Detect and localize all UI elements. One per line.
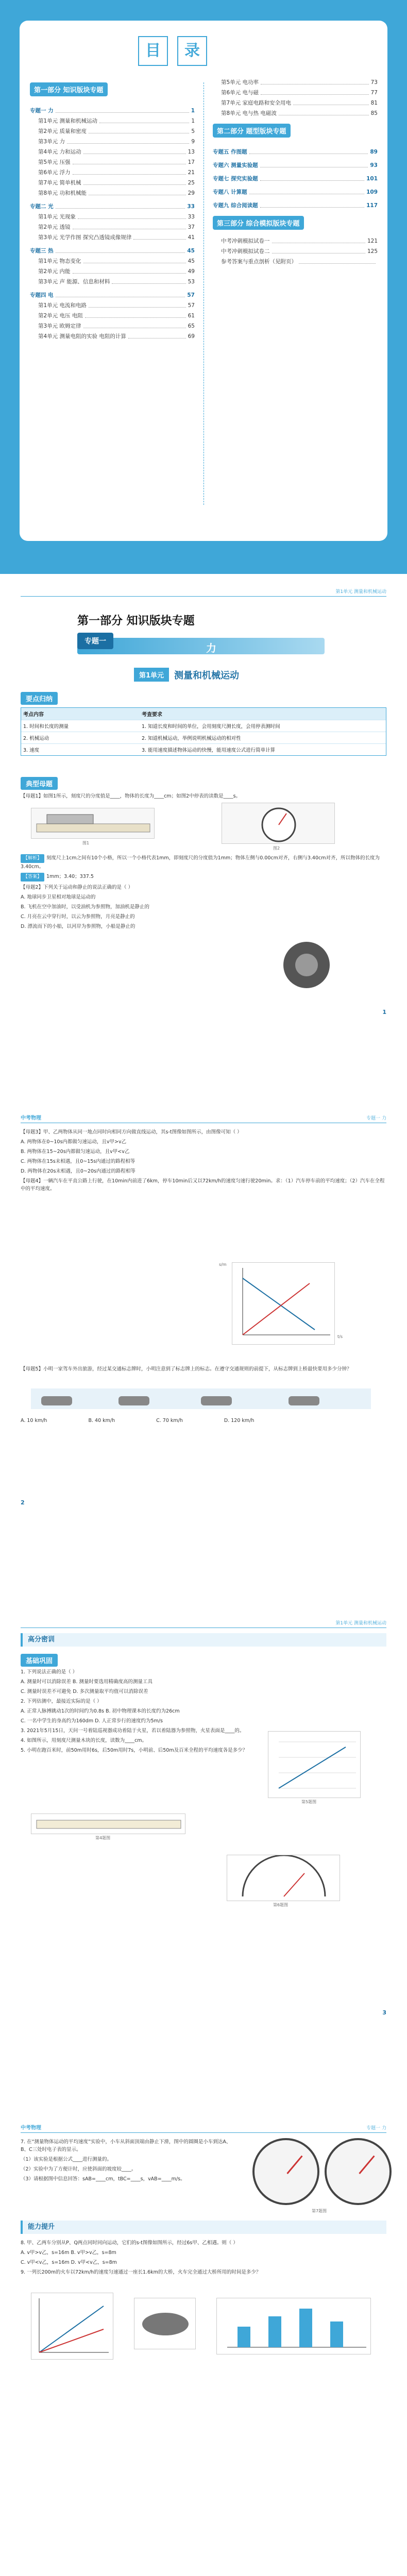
exercise-line: 4. 如图所示，用刻度尺测量木块的长度，读数为____cm。	[21, 1738, 147, 1743]
toc-entry-page: 45	[187, 248, 195, 254]
section-title: 能力提升	[28, 2223, 55, 2231]
chart-xlabel: t/s	[337, 1334, 343, 1339]
toc-entry-title: 第1单元 测量和机械运动	[38, 118, 98, 124]
exercise-line: 1. 下列说法正确的是（ ）	[21, 1669, 78, 1675]
content-page-2	[0, 1108, 407, 1623]
toc-leader-dots	[73, 222, 186, 229]
question-block	[21, 792, 386, 802]
toc-entry-page: 89	[370, 149, 378, 155]
part2-banner: 第二部分 题型版块专题	[213, 124, 291, 138]
toc-entry[interactable]	[30, 188, 195, 198]
st-graph	[31, 2293, 113, 2360]
toc-entry[interactable]	[30, 116, 195, 126]
section-heading: 典型母题	[21, 777, 58, 790]
option: D. 漂流而下的小船，以河岸为参照物，小船是静止的	[21, 924, 135, 929]
chart-ylabel: s/m	[219, 1262, 227, 1267]
header-right: 专题一 力	[366, 2126, 386, 2131]
toc-leader-dots	[73, 266, 186, 274]
toc-entry[interactable]	[213, 108, 378, 118]
toc-right-column	[213, 77, 378, 267]
question-text: 【母题5】小明一家驾车外出旅游，经过某交通标志牌时，小明注意到了标志牌上的标志。在遵守交通规则的前提下，从标志牌到上桥最快要用多少分钟？	[21, 1366, 352, 1372]
toc-entry-page: 41	[188, 234, 195, 241]
toc-entry[interactable]	[213, 147, 378, 157]
option: A. 两物体在0~10s内都做匀速运动，且v甲>v乙	[21, 1139, 127, 1145]
toc-entry-page: 57	[187, 292, 195, 298]
toc-leader-dots	[89, 300, 186, 308]
option: A. 10 km/h	[21, 1418, 47, 1423]
option: C. 月亮在云中穿行时，以云为参照物，月亮是静止的	[21, 914, 135, 920]
toc-title	[138, 36, 207, 66]
toc-entry[interactable]	[30, 321, 195, 331]
ruler-figure	[31, 1814, 185, 1834]
page-number: 1	[382, 1009, 386, 1015]
toc-leader-dots	[249, 187, 364, 194]
toc-leader-dots	[260, 174, 364, 181]
question-text: 【母题1】如图1所示，刻度尺的分度值是____，物体的长度为____cm；如图2中停表的读数是____s。	[21, 793, 241, 799]
toc-entry-title: 第6单元 电与磁	[221, 90, 259, 96]
toc-entry-page: 69	[188, 333, 195, 340]
toc-entry-page: 85	[370, 110, 378, 116]
toc-leader-dots	[73, 157, 186, 164]
table-header	[21, 708, 386, 720]
toc-entry-title: 第2单元 透镜	[38, 224, 71, 230]
toc-leader-dots	[83, 178, 186, 185]
toc-leader-dots	[299, 257, 376, 264]
table-cell: 1. 时间和长度的测量	[23, 724, 69, 730]
exercise-line: A. 正常人脉搏跳动1次的时间约为0.8s B. 初中物理课本的长度约为26cm	[21, 1708, 180, 1714]
table-col-header: 考点内容	[23, 712, 44, 718]
option: D. 120 km/h	[224, 1418, 255, 1423]
toc-entry-page: 53	[188, 279, 195, 285]
toc-entry-title: 专题三 热	[30, 248, 54, 254]
table-col-header: 考查要求	[142, 712, 162, 718]
toc-entry-title: 第2单元 电压 电阻	[38, 313, 83, 319]
toc-entry-title: 第3单元 欧姆定律	[38, 323, 81, 329]
toc-entry[interactable]	[30, 126, 195, 137]
exercise-line: A. 测量时可以消除误差 B. 测量时要选用精确度高的测量工具	[21, 1679, 152, 1685]
ruler-icon	[31, 808, 155, 839]
toc-entry-page: 25	[188, 180, 195, 186]
line-chart-icon	[31, 2293, 114, 2360]
part3-banner: 第三部分 综合模拟版块专题	[213, 216, 304, 230]
page-header	[21, 2123, 386, 2133]
toc-entry-page: 121	[367, 238, 378, 244]
st-graph	[232, 1262, 335, 1345]
unit-tag: 第1单元	[134, 668, 169, 682]
toc-entry-title: 中考冲刺模拟试卷二	[221, 248, 270, 255]
toc-entry[interactable]	[30, 311, 195, 321]
toc-entry-title: 专题七 探究实验题	[213, 176, 258, 182]
toc-leader-dots	[56, 290, 185, 297]
exercise-line: 5. 小明在跑百米时，前50m用时6s，后50m用时7s，小明前、后50m及百米全程的平均速度各是多少？	[21, 1748, 248, 1753]
exercise-line: 9. 一列长200m的火车以72km/h的速度匀速通过一座长1.6km的大桥，火车完全通过大桥所用的时间是多少？	[21, 2269, 261, 2275]
toc-leader-dots	[260, 160, 368, 167]
toc-entry-page: 61	[188, 313, 195, 319]
rocket-figure	[273, 937, 340, 993]
toc-leader-dots	[56, 246, 185, 253]
question-block	[21, 1365, 386, 1375]
toc-entry-page: 125	[367, 248, 378, 255]
toc-leader-dots	[249, 147, 368, 154]
line-chart-icon	[232, 1263, 335, 1345]
toc-entry-title: 第4单元 测量电阻的实验 电阻的计算	[38, 333, 126, 340]
toc-entry[interactable]	[213, 77, 378, 88]
table-cell: 2. 知道机械运动，举例说明机械运动的相对性	[142, 736, 241, 741]
toc-leader-dots	[279, 108, 369, 115]
answer-tag: 【答案】	[21, 873, 44, 882]
toc-entry-page: 21	[188, 170, 195, 176]
toc-page	[0, 0, 407, 574]
toc-entry-title: 参考答案与重点剖析（见附页）	[221, 259, 297, 265]
rocket-icon	[273, 937, 340, 993]
key-points-table	[21, 707, 386, 756]
exercise-list	[21, 2138, 237, 2185]
toc-leader-dots	[293, 98, 369, 105]
toc-leader-dots	[272, 246, 365, 253]
exercise-line: （1）该实验是根据公式____进行测量的。	[21, 2157, 112, 2162]
figure-caption: 第5题图	[301, 1800, 317, 1804]
toc-card	[20, 21, 387, 541]
page-number: 2	[21, 1499, 25, 1506]
section-bar	[21, 2221, 386, 2234]
exercise-line: 8. 甲、乙两车分别从P、Q两点同时同向运动，它们的s-t图像如图所示，经过6s甲、乙相遇。则（ ）	[21, 2240, 238, 2246]
toc-entry-page: 29	[188, 190, 195, 196]
table-cell: 1. 知道长度和时间的单位，会用刻度尺测长度，会用停表测时间	[142, 724, 280, 730]
content-page-4	[0, 2117, 407, 2576]
toc-entry-title: 第7单元 家庭电路和安全用电	[221, 100, 292, 106]
exercise-list	[21, 2239, 381, 2278]
toc-entry-page: 109	[366, 189, 378, 195]
exercise-line: 7. 在“测量物体运动的平均速度”实验中，小车从斜面顶端由静止下滑，图中的圆圈是小车到达A、B、C三处时电子表的显示。	[21, 2139, 231, 2153]
toc-entry-title: 第2单元 内能	[38, 268, 71, 275]
figure-caption: 第4题图	[95, 1836, 111, 1840]
option: C. 两物体在15s末相遇，且0~15s内通过的路程相等	[21, 1159, 135, 1164]
table-row	[21, 743, 386, 755]
toc-entry-page: 37	[188, 224, 195, 230]
toc-leader-dots	[85, 311, 186, 318]
toc-entry[interactable]	[30, 277, 195, 287]
options-row	[21, 1417, 386, 1425]
toc-entry-page: 9	[191, 139, 195, 145]
toc-entry-page: 57	[188, 302, 195, 309]
analysis-text: 刻度尺上1cm之间有10个小格，所以一个小格代表1mm，即刻度尺的分度值为1mm；物体左侧与0.00cm对齐，右侧与3.40cm对齐，所以物体的长度为3.40cm。	[21, 855, 380, 870]
figure-caption: 第7题图	[312, 2209, 327, 2213]
toc-entry-title: 专题二 光	[30, 204, 54, 210]
exercise-line: 2. 下列估测中，最接近实际的是（ ）	[21, 1699, 102, 1704]
toc-entry[interactable]	[30, 300, 195, 311]
car-row-icon	[31, 1388, 371, 1409]
toc-entry[interactable]	[213, 236, 378, 246]
question-text: 【母题2】下列关于运动和静止的说法正确的是（ ）	[21, 885, 133, 890]
table-cell: 3. 能用速度描述物体运动的快慢，能用速度公式进行简单计算	[142, 748, 276, 753]
brand-logo: 中考物理	[21, 2125, 41, 2131]
option: A. 地球同步卫星相对地球是运动的	[21, 894, 96, 900]
stopwatch-icon	[222, 803, 335, 844]
toc-entry-title: 专题一 力	[30, 108, 54, 114]
stopwatch-figure	[222, 803, 335, 844]
table-row	[21, 720, 386, 732]
table-cell: 3. 速度	[23, 748, 40, 753]
toc-entry[interactable]	[30, 212, 195, 222]
toc-entry-title: 专题九 综合阅读题	[213, 202, 258, 209]
toc-entry-title: 第5单元 压强	[38, 159, 71, 165]
toc-entry-title: 专题四 电	[30, 292, 54, 298]
toc-entry[interactable]	[30, 266, 195, 277]
toc-entry[interactable]	[213, 257, 378, 267]
toc-entry-title: 专题五 作图题	[213, 149, 247, 155]
toc-entry-page: 33	[188, 214, 195, 220]
toc-entry-title: 第1单元 电流和电路	[38, 302, 87, 309]
grid-chart-icon	[268, 1732, 361, 1799]
subsection-heading: 基础巩固	[21, 1654, 58, 1667]
topic-name: 力	[206, 642, 216, 654]
toc-entry-title: 专题八 计算题	[213, 189, 247, 195]
toc-entry-title: 中考冲刺模拟试卷一	[221, 238, 270, 244]
toc-entry-title: 第3单元 声 能源、信息和材料	[38, 279, 110, 285]
toc-entry[interactable]	[30, 331, 195, 342]
figure-caption: 图1	[82, 841, 90, 845]
exercise-line: 3. 2021年5月15日，天问一号着陆巡视器成功着陆于火星，若以着陆器为参照物，火星表面是____的。	[21, 1728, 245, 1734]
page-header	[21, 1618, 386, 1628]
unit-row	[134, 668, 239, 682]
toc-entry[interactable]	[213, 174, 378, 184]
toc-entry-page: 1	[191, 118, 195, 124]
ruler-figure	[31, 808, 155, 839]
toc-leader-dots	[260, 200, 364, 208]
bar-figure	[216, 2298, 371, 2354]
toc-leader-dots	[89, 188, 186, 195]
toc-entry[interactable]	[30, 157, 195, 167]
exercise-line: C. v甲<v乙，s=16m D. v甲<v乙，s=8m	[21, 2260, 117, 2265]
toc-entry[interactable]	[213, 187, 378, 197]
option: B. 飞机在空中加油时，以受油机为参照物，加油机是静止的	[21, 904, 150, 910]
toc-entry-page: 45	[188, 258, 195, 264]
motion-photo	[134, 2298, 196, 2349]
option: D. 两物体在20s末相遇，且0~20s内通过的路程相等	[21, 1168, 135, 1174]
toc-entry-page: 33	[187, 204, 195, 210]
toc-entry-page: 117	[366, 202, 378, 209]
table-cell: 2. 机械运动	[23, 736, 49, 741]
page-header	[21, 586, 386, 597]
grid-chart	[268, 1731, 361, 1798]
toc-entry-page: 93	[370, 162, 378, 168]
bar-chart-icon	[217, 2298, 371, 2355]
toc-leader-dots	[89, 126, 189, 133]
toc-entry[interactable]	[213, 88, 378, 98]
toc-entry-page: 17	[188, 159, 195, 165]
exercise-line: A. v甲>v乙，s=16m B. v甲>v乙，s=8m	[21, 2250, 116, 2256]
toc-entry-title: 第5单元 电功率	[221, 79, 259, 86]
toc-entry[interactable]	[30, 106, 195, 116]
toc-leader-dots	[78, 212, 186, 219]
gauge-figure	[227, 1855, 340, 1901]
toc-title-char: 目	[138, 36, 168, 66]
content-page-3	[0, 1613, 407, 2128]
exercise-line: C. 测量时误差不可避免 D. 多次测量取平均值可以消除误差	[21, 1689, 148, 1694]
question-block	[21, 1128, 386, 1195]
toc-leader-dots	[99, 116, 189, 123]
toc-leader-dots	[83, 147, 186, 154]
toc-entry-page: 1	[191, 108, 195, 114]
toc-entry[interactable]	[213, 200, 378, 211]
speedometer-right-icon	[325, 2138, 392, 2205]
toc-leader-dots	[56, 106, 189, 113]
header-right: 第1单元 测量和机械运动	[335, 589, 386, 595]
toc-entry-title: 专题六 测量实验题	[213, 162, 258, 168]
content-page-1	[0, 581, 407, 1096]
part1-banner: 第一部分 知识版块专题	[30, 82, 108, 96]
toc-entry-page: 5	[191, 128, 195, 134]
toc-entry-title: 第4单元 力和运动	[38, 149, 81, 155]
toc-leader-dots	[56, 201, 185, 209]
toc-entry-page: 73	[370, 79, 378, 86]
toc-entry-title: 第6单元 浮力	[38, 170, 71, 176]
toc-left-column	[30, 77, 195, 342]
toc-entry[interactable]	[213, 160, 378, 171]
toc-leader-dots	[261, 88, 369, 95]
toc-entry-title: 第1单元 光现象	[38, 214, 76, 220]
brand-logo: 中考物理	[21, 1115, 41, 1121]
toc-entry-title: 第3单元 光学作图 探究凸透镜成像规律	[38, 234, 132, 241]
toc-leader-dots	[83, 321, 186, 328]
question-text: 【母题4】一辆汽车在平直公路上行驶，在10min内前进了6km，停车10min后又以72km/h的速度匀速行驶20min。求：（1）汽车停车前的平均速度；（2）汽车在全程中的平均速度。	[21, 1178, 385, 1192]
toc-entry-title: 第3单元 力	[38, 139, 65, 145]
toc-entry-title: 第1单元 物态变化	[38, 258, 81, 264]
toc-entry[interactable]	[213, 98, 378, 108]
toc-title-char: 录	[177, 36, 207, 66]
toc-entry-page: 65	[188, 323, 195, 329]
toc-entry-page: 49	[188, 268, 195, 275]
toc-leader-dots	[67, 137, 189, 144]
toc-entry-page: 77	[370, 90, 378, 96]
option: B. 两物体在15~20s内都做匀速运动，且v甲<v乙	[21, 1149, 130, 1155]
toc-entry[interactable]	[30, 256, 195, 266]
option: C. 70 km/h	[156, 1418, 183, 1423]
ruler-icon	[31, 1814, 186, 1835]
toc-entry-page: 13	[188, 149, 195, 155]
answer-text: 1mm；3.40；337.5	[46, 874, 94, 879]
toc-leader-dots	[112, 277, 185, 284]
header-right: 专题一 力	[366, 1116, 386, 1121]
toc-entry[interactable]	[30, 222, 195, 232]
exercise-line: （2）实验中为了方便计时，应使斜面的坡度较____。	[21, 2166, 137, 2172]
toc-leader-dots	[272, 236, 365, 243]
figure-caption: 第6题图	[273, 1903, 289, 1907]
motion-blur-icon	[134, 2298, 196, 2350]
toc-entry[interactable]	[30, 232, 195, 243]
topic-tag: 专题一	[77, 633, 113, 649]
toc-entry[interactable]	[30, 201, 195, 212]
page-header	[21, 1113, 386, 1123]
section-title: 高分密训	[28, 1636, 55, 1643]
toc-leader-dots	[133, 232, 185, 240]
toc-entry-page: 81	[370, 100, 378, 106]
page-number: 3	[382, 2009, 386, 2016]
topic-bar	[77, 638, 325, 654]
section-bar	[21, 1633, 386, 1647]
analysis-block	[21, 854, 386, 933]
exercise-line: （3）请根据图中信息回答：sAB=____cm，tBC=____s，vAB=____m/s。	[21, 2176, 185, 2182]
toc-leader-dots	[128, 331, 186, 338]
section-heading: 要点归纳	[21, 692, 58, 705]
toc-entry-title: 第8单元 电与热 电磁波	[221, 110, 277, 116]
toc-entry[interactable]	[30, 290, 195, 300]
toc-entry-page: 101	[366, 176, 378, 182]
road-figure	[31, 1388, 371, 1409]
toc-leader-dots	[261, 77, 369, 84]
toc-entry[interactable]	[213, 246, 378, 257]
exercise-line: C. 一名中学生的身高约为160dm D. 人正常步行的速度约为5m/s	[21, 1718, 163, 1724]
table-row	[21, 732, 386, 743]
toc-leader-dots	[73, 167, 186, 175]
toc-entry[interactable]	[30, 147, 195, 157]
toc-entry[interactable]	[30, 178, 195, 188]
toc-leader-dots	[83, 256, 186, 263]
toc-entry[interactable]	[30, 246, 195, 256]
figure-caption: 图2	[273, 846, 280, 851]
part-title: 第一部分 知识版块专题	[77, 615, 195, 628]
toc-entry-title: 第2单元 质量和密度	[38, 128, 87, 134]
option: B. 40 km/h	[88, 1418, 115, 1423]
analysis-tag: 【解析】	[21, 854, 44, 863]
toc-entry-title: 第8单元 功和机械能	[38, 190, 87, 196]
header-right: 第1单元 测量和机械运动	[335, 1621, 386, 1626]
speedometer-left-icon	[252, 2138, 319, 2205]
toc-entry-title: 第7单元 简单机械	[38, 180, 81, 186]
toc-entry[interactable]	[30, 167, 195, 178]
unit-name: 测量和机械运动	[174, 670, 240, 681]
question-text: 【母题3】甲、乙两物体从同一地点同时向相同方向做直线运动，其s-t图像如图所示，由图像可知（ ）	[21, 1129, 242, 1135]
toc-entry[interactable]	[30, 137, 195, 147]
gauge-icon	[227, 1855, 341, 1902]
